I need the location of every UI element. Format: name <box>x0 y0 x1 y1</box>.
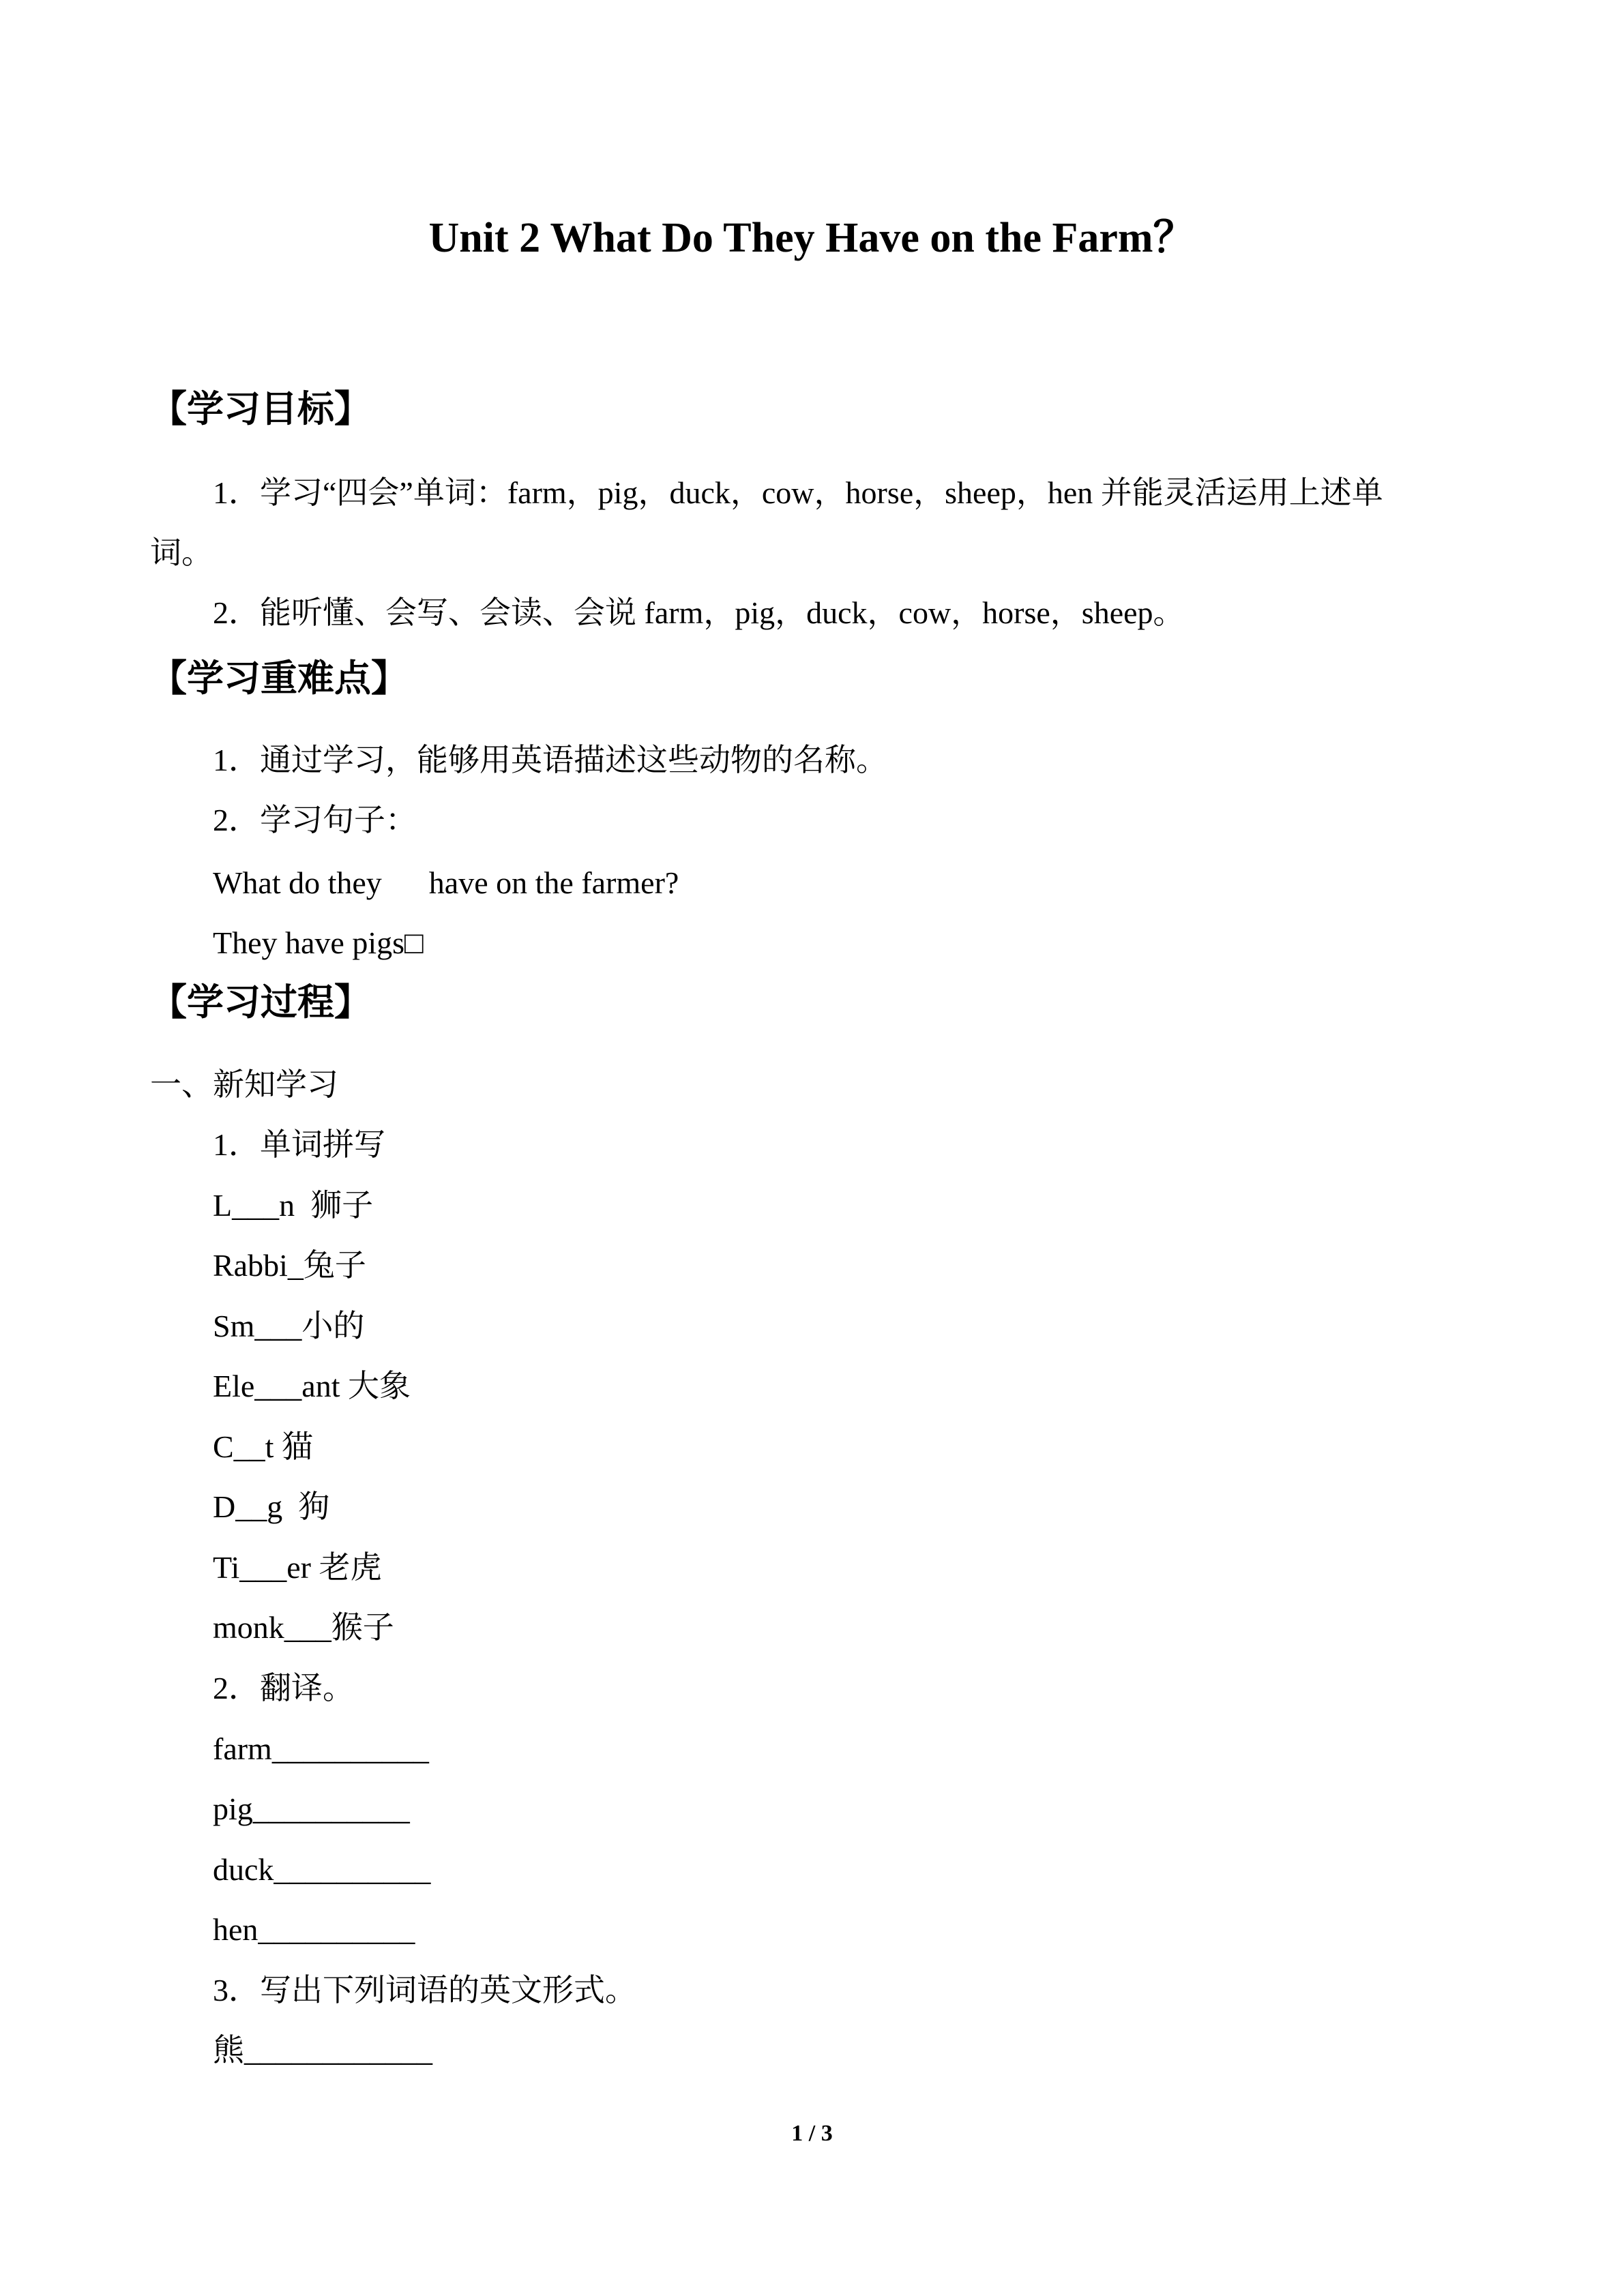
section-heading-process: 【学习过程】 <box>150 981 371 1024</box>
process-part-1: 一、新知学习 <box>150 1067 338 1102</box>
task-3-title: 3．写出下列词语的英文形式。 <box>213 1973 636 2008</box>
objective-item-1-continued: 词。 <box>150 535 213 570</box>
spelling-item: Rabbi_兔子 <box>213 1248 366 1283</box>
task-1-title: 1．单词拼写 <box>213 1127 385 1162</box>
translation-item: pig__________ <box>213 1791 410 1826</box>
spelling-item: C__t 猫 <box>213 1429 313 1464</box>
translation-item: duck__________ <box>213 1852 431 1887</box>
objective-item-2: 2．能听懂、会写、会读、会说 farm，pig，duck，cow，horse，sheep。 <box>213 595 1185 630</box>
section-heading-objectives: 【学习目标】 <box>150 387 371 430</box>
spelling-item: Sm___小的 <box>213 1309 365 1343</box>
spelling-item: monk___猴子 <box>213 1610 394 1645</box>
spelling-item: Ti___er 老虎 <box>213 1550 382 1585</box>
translation-item: farm__________ <box>213 1731 429 1766</box>
key-point-item-2: 2．学习句子： <box>213 803 417 837</box>
section-heading-key-points: 【学习重难点】 <box>150 657 408 700</box>
spelling-item: D__g 狗 <box>213 1489 330 1524</box>
spelling-item: L___n 狮子 <box>213 1188 374 1223</box>
objective-item-1: 1．学习“四会”单词：farm，pig，duck，cow，horse，sheep，hen 并能灵活运用上述单 <box>213 475 1383 510</box>
key-sentence-1: What do they have on the farmer? <box>213 865 679 900</box>
key-point-item-1: 1．通过学习，能够用英语描述这些动物的名称。 <box>213 743 887 777</box>
task-2-title: 2．翻译。 <box>213 1671 354 1705</box>
english-form-item: 熊____________ <box>213 2033 432 2068</box>
spelling-item: Ele___ant 大象 <box>213 1369 411 1403</box>
translation-item: hen__________ <box>213 1912 415 1947</box>
page-title: Unit 2 What Do They Have on the Farm？ <box>428 215 1196 261</box>
page-number: 1 / 3 <box>791 2121 833 2146</box>
key-sentence-2: They have pigs□ <box>213 925 424 960</box>
